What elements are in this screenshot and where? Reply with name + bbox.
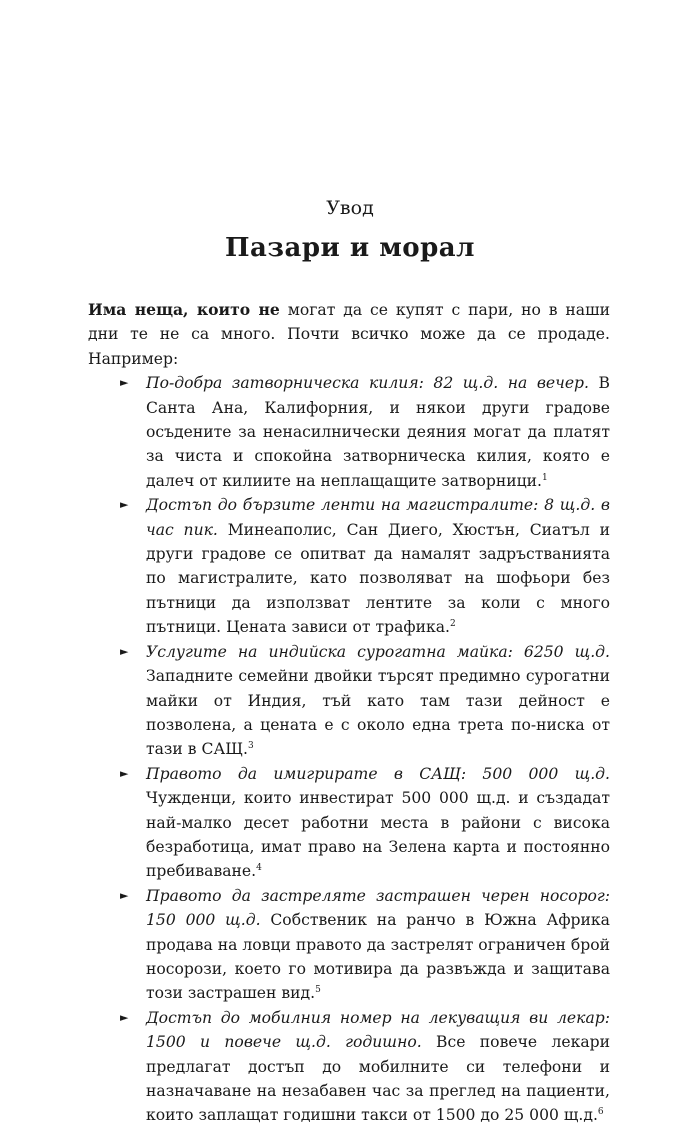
- list-item: [88, 371, 610, 493]
- intro-bold-lead: Има неща, които не: [88, 300, 280, 319]
- chapter-title: Пазари и морал: [225, 233, 475, 263]
- footnote-ref: 1: [542, 472, 548, 483]
- body-text: [88, 298, 610, 1128]
- list-item: [88, 493, 610, 639]
- triangle-bullet-icon: ►: [120, 644, 129, 658]
- item-text: Чужденци, които инвестират 500 000 щ.д. и създадат най-малко десет работни места в райони с висока безработица, имат право на Зелена карта и постоянно пребиваване.: [146, 789, 610, 881]
- list-item: [88, 762, 610, 884]
- item-text: Все повече лекари предлагат достъп до мобилните си телефони и назначаване на незабавен час за преглед на пациенти, които заплащат годишни такси от 1500 до 25 000 щ.д.: [146, 1033, 610, 1125]
- footnote-ref: 3: [248, 741, 254, 752]
- example-list: [88, 371, 610, 1128]
- footnote-ref: 2: [450, 619, 456, 630]
- intro-text: могат да се купят с пари, но в наши дни те не са много. Почти всичко може да се продаде. Например:: [88, 301, 610, 368]
- triangle-bullet-icon: ►: [120, 498, 129, 512]
- item-heading: Достъп до бързите ленти на магистралите: 8 щ.д. в час пик.: [146, 496, 610, 539]
- list-item: [88, 640, 610, 762]
- item-text: Собственик на ранчо в Южна Африка продава на ловци правото да застрелят ограничен брой носорози, което го мотивира да развъжда и защитава този застрашен вид.: [146, 911, 610, 1003]
- item-text: Западните семейни двойки търсят предимно сурогатни майки от Индия, тъй като там тази дейност е позволена, а цената е с около една трета по-ниска от тази в САЩ.: [146, 667, 610, 759]
- list-item: [88, 1006, 610, 1128]
- item-text: Минеаполис, Сан Диего, Хюстън, Сиатъл и други градове се опитват да намалят задръстванията по магистралите, като позволяват на шофьори без пътници да използват лентите за коли с много пътници. Цената зависи от трафика.: [146, 520, 610, 637]
- item-heading: Достъп до мобилния номер на лекуващия ви лекар: 1500 и повече щ.д. годишно.: [146, 1008, 610, 1052]
- triangle-bullet-icon: ►: [120, 376, 129, 390]
- footnote-ref: 4: [256, 863, 262, 874]
- item-heading: Услугите на индийска сурогатна майка: 6250 щ.д.: [146, 642, 610, 661]
- item-text: В Санта Ана, Калифорния, и някои други градове осъдените за ненасилнически деяния могат да платят за чиста и спокойна затворническа килия, която е далеч от килиите на неплащащите затворници.: [146, 374, 610, 490]
- list-item: [88, 884, 610, 1006]
- footnote-ref: 5: [315, 985, 321, 996]
- triangle-bullet-icon: ►: [120, 888, 129, 902]
- item-heading: Правото да имигрирате в САЩ: 500 000 щ.д.: [146, 764, 610, 783]
- item-heading: Правото да застреляте застрашен черен носорог: 150 000 щ.д.: [146, 886, 610, 930]
- item-heading: По-добра затворническа килия: 82 щ.д. на вечер.: [146, 374, 589, 393]
- intro-paragraph: [88, 298, 610, 371]
- triangle-bullet-icon: ►: [120, 1010, 129, 1024]
- triangle-bullet-icon: ►: [120, 766, 129, 780]
- footnote-ref: 6: [597, 1107, 604, 1118]
- chapter-label: Увод: [326, 197, 374, 219]
